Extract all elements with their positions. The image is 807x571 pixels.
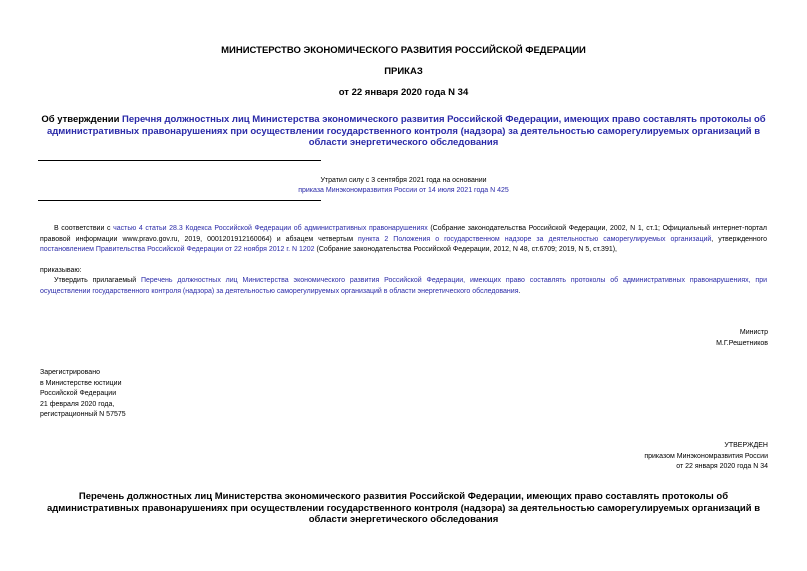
preamble-link-koap[interactable]: частью 4 статьи 28.3 Кодекса Российской Федерации об административных правонарушениях <box>113 225 428 232</box>
registration-line: Российской Федерации <box>40 390 117 397</box>
title-link[interactable]: Перечня должностных лиц Министерства экономического развития Российской Федерации, имеющих право составлять протоколы об административных правонарушениях при осуществлении государственного контроля (надзора) за деятельностью саморегулируемых организаций в области энергетического обследования <box>46 114 766 148</box>
signer-name: М.Г.Решетников <box>716 340 768 347</box>
approve-text-2: . <box>518 287 521 295</box>
preamble-link-decree[interactable]: постановлением Правительства Российской Федерации от 22 ноября 2012 г. N 1202 <box>40 246 315 253</box>
registration-line: в Министерстве юстиции <box>40 379 122 387</box>
preamble-text-3: , утвержденного <box>711 235 767 243</box>
doc-type-heading: ПРИКАЗ <box>384 66 423 77</box>
approval-line: приказом Минэкономразвития России <box>644 452 768 460</box>
approve-text-1: Утвердить прилагаемый <box>54 277 141 284</box>
registration-line: регистрационный N 57575 <box>40 411 126 418</box>
status-line: Утратил силу с 3 сентября 2021 года на основании <box>320 177 487 184</box>
status-link[interactable]: приказа Минэкономразвития России от 14 июля 2021 года N 425 <box>298 187 509 194</box>
registration-line: Зарегистрировано <box>40 369 100 376</box>
preamble-link-regulation[interactable]: пункта 2 Положения о государственном надзоре за деятельностью саморегулируемых организаций <box>358 235 712 243</box>
preamble-paragraph <box>40 224 767 256</box>
approve-link-list[interactable]: Перечень должностных лиц Министерства экономического развития Российской Федерации, имеющих право составлять протоколы об административных правонарушениях, при осуществлении государственного контроля (надзора) за деятельностью саморегулируемых организаций в области энергетического обследования <box>40 277 767 295</box>
approve-paragraph <box>40 276 767 297</box>
registration-line: 21 февраля 2020 года, <box>40 400 115 408</box>
ministry-heading: МИНИСТЕРСТВО ЭКОНОМИЧЕСКОГО РАЗВИТИЯ РОССИЙСКОЙ ФЕДЕРАЦИИ <box>221 45 586 56</box>
preamble-text-4: (Собрание законодательства Российской Федерации, 2012, N 48, ст.6709; 2019, N 5, ст.391), <box>314 246 618 253</box>
title-prefix: Об утверждении <box>41 114 123 125</box>
approval-block <box>644 441 768 473</box>
signer-block <box>716 327 768 349</box>
document-title <box>40 114 767 149</box>
separator-top <box>38 160 321 161</box>
approval-line: УТВЕРЖДЕН <box>724 442 768 449</box>
doc-date-number: от 22 января 2020 года N 34 <box>338 87 469 98</box>
approval-line: от 22 января 2020 года N 34 <box>676 463 768 470</box>
separator-bottom <box>38 200 321 201</box>
signer-position: Министр <box>739 329 768 336</box>
list-title: Перечень должностных лиц Министерства экономического развития Российской Федерации, имеющих право составлять протоколы об административных правонарушениях при осуществлении государственного контроля (надзора) за деятельностью саморегулируемых организаций в области энергетического обследования <box>46 491 761 525</box>
preamble-text-1: В соответствии с <box>54 225 114 232</box>
preamble-text-2: (Собрание законодательства Российской Федерации, 2002, N 1, ст.1; Официальный интернет-портал правовой информации www.pravo.gov.ru, 2019, 0001201912160064) и абзацем четвертым <box>40 225 767 243</box>
status-note <box>0 176 807 196</box>
order-word: приказываю: <box>40 267 82 274</box>
registration-block <box>40 368 126 421</box>
